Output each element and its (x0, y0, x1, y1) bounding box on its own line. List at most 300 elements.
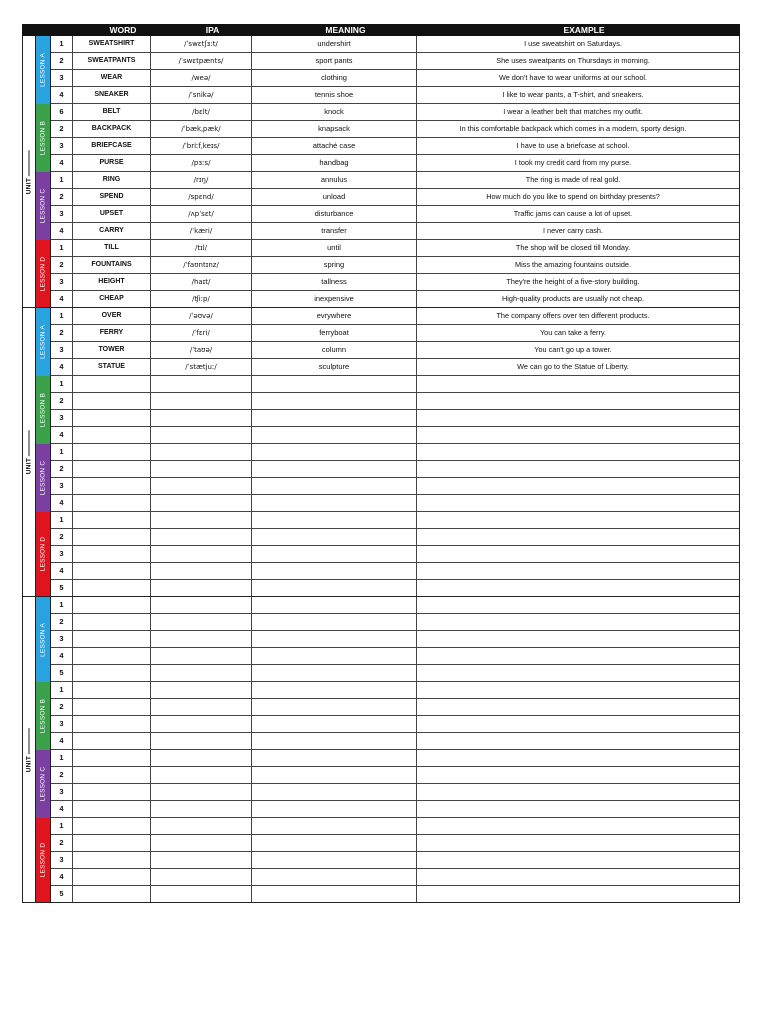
lesson-block (36, 172, 739, 240)
table-row (51, 563, 739, 580)
word-cell[interactable] (73, 478, 151, 494)
word-cell[interactable] (73, 614, 151, 630)
example-cell[interactable]: I never carry cash. (542, 226, 604, 235)
ipa-cell[interactable] (151, 495, 252, 511)
meaning-cell[interactable]: handbag (252, 155, 417, 171)
example-cell[interactable] (417, 733, 729, 749)
example-cell[interactable] (417, 376, 729, 392)
example-cell[interactable] (417, 852, 729, 868)
example-cell[interactable] (417, 495, 729, 511)
meaning-cell[interactable]: disturbance (252, 206, 417, 222)
lesson-block (36, 376, 739, 444)
lesson-block (36, 104, 739, 172)
word-cell[interactable]: TILL (73, 240, 151, 256)
word-cell[interactable]: CARRY (73, 223, 151, 239)
example-cell[interactable] (417, 427, 729, 443)
lesson-color-band (36, 444, 51, 512)
example-cell[interactable] (417, 818, 729, 834)
example-cell[interactable] (417, 478, 729, 494)
table-row (51, 189, 739, 206)
meaning-cell[interactable]: annulus (252, 172, 417, 188)
row-number: 5 (51, 580, 73, 596)
ipa-cell[interactable]: /spɛnd/ (151, 189, 252, 205)
ipa-cell[interactable] (151, 461, 252, 477)
word-cell[interactable]: BRIEFCASE (73, 138, 151, 154)
meaning-cell[interactable] (252, 563, 417, 579)
row-number: 4 (51, 869, 73, 885)
table-row (51, 682, 739, 699)
row-number: 1 (51, 308, 73, 324)
table-row (51, 852, 739, 869)
row-number: 4 (51, 427, 73, 443)
example-cell[interactable]: You can't go up a tower. (534, 345, 612, 354)
example-cell[interactable] (417, 784, 729, 800)
table-row (51, 546, 739, 563)
table-row (51, 70, 739, 87)
ipa-cell[interactable] (151, 869, 252, 885)
meaning-cell[interactable] (252, 597, 417, 613)
example-cell[interactable]: High-quality products are usually not cheap. (502, 294, 644, 303)
row-number: 4 (51, 495, 73, 511)
example-cell[interactable]: I like to wear pants, a T-shirt, and sneakers. (502, 90, 644, 99)
example-cell[interactable] (417, 614, 729, 630)
table-header (22, 24, 740, 36)
example-cell[interactable] (417, 699, 729, 715)
lesson-color-band (36, 512, 51, 596)
example-cell[interactable] (417, 546, 729, 562)
ipa-cell[interactable] (151, 699, 252, 715)
ipa-cell[interactable] (151, 818, 252, 834)
table-row (51, 155, 739, 172)
example-cell[interactable] (417, 512, 729, 528)
ipa-cell[interactable] (151, 665, 252, 681)
ipa-cell[interactable] (151, 580, 252, 596)
word-cell[interactable] (73, 818, 151, 834)
table-row (51, 359, 739, 376)
word-cell[interactable]: UPSET (73, 206, 151, 222)
meaning-cell[interactable] (252, 665, 417, 681)
example-cell[interactable] (417, 886, 729, 902)
meaning-cell[interactable]: until (252, 240, 417, 256)
meaning-cell[interactable] (252, 648, 417, 664)
example-cell[interactable]: Traffic jams can cause a lot of upset. (513, 209, 633, 218)
ipa-cell[interactable] (151, 750, 252, 766)
word-cell[interactable]: HEIGHT (73, 274, 151, 290)
ipa-cell[interactable]: /pɜːs/ (151, 155, 252, 171)
example-cell[interactable] (417, 835, 729, 851)
table-row (51, 512, 739, 529)
word-cell[interactable]: TOWER (73, 342, 151, 358)
header-number (62, 24, 84, 36)
word-cell[interactable] (73, 580, 151, 596)
meaning-cell[interactable] (252, 461, 417, 477)
ipa-cell[interactable]: /ˈfɛri/ (151, 325, 252, 341)
example-cell[interactable] (417, 597, 729, 613)
lesson-block (36, 818, 739, 902)
lesson-color-band (36, 172, 51, 240)
meaning-cell[interactable] (252, 784, 417, 800)
unit-label (26, 727, 33, 771)
table-row (51, 461, 739, 478)
unit-label-text: UNIT (25, 755, 33, 772)
table-row (51, 648, 739, 665)
meaning-cell[interactable] (252, 393, 417, 409)
word-cell[interactable] (73, 427, 151, 443)
ipa-cell[interactable] (151, 393, 252, 409)
table-row (51, 325, 739, 342)
row-number: 2 (51, 767, 73, 783)
header-example: EXAMPLE (563, 25, 605, 35)
word-cell[interactable]: WEAR (73, 70, 151, 86)
ipa-cell[interactable]: /ˈstætjuː/ (151, 359, 252, 375)
meaning-cell[interactable]: knapsack (252, 121, 417, 137)
word-cell[interactable] (73, 495, 151, 511)
word-cell[interactable] (73, 784, 151, 800)
example-cell[interactable] (417, 444, 729, 460)
word-cell[interactable]: SPEND (73, 189, 151, 205)
word-cell[interactable]: STATUE (73, 359, 151, 375)
example-cell[interactable]: They're the height of a five-story building. (506, 277, 640, 286)
table-row (51, 801, 739, 818)
meaning-cell[interactable]: transfer (252, 223, 417, 239)
lesson-color-band (36, 104, 51, 172)
ipa-cell[interactable]: /ˈswɛtʃɜːt/ (151, 36, 252, 52)
example-cell[interactable] (417, 631, 729, 647)
table-row (51, 665, 739, 682)
word-cell[interactable]: BELT (73, 104, 151, 120)
word-cell[interactable] (73, 376, 151, 392)
table-row (51, 308, 739, 325)
lesson-block (36, 682, 739, 750)
ipa-cell[interactable]: /ˈfaʊntɪnz/ (151, 257, 252, 273)
lesson-rows (51, 512, 739, 596)
example-cell[interactable]: I have to use a briefcase at school. (516, 141, 630, 150)
row-number: 5 (51, 665, 73, 681)
meaning-cell[interactable]: knock (252, 104, 417, 120)
units-container (22, 36, 740, 903)
word-cell[interactable] (73, 665, 151, 681)
meaning-cell[interactable] (252, 886, 417, 902)
ipa-cell[interactable] (151, 835, 252, 851)
ipa-cell[interactable] (151, 648, 252, 664)
meaning-cell[interactable]: column (252, 342, 417, 358)
word-cell[interactable] (73, 886, 151, 902)
lesson-block (36, 444, 739, 512)
word-cell[interactable]: SWEATSHIRT (73, 36, 151, 52)
row-number: 1 (51, 818, 73, 834)
meaning-cell[interactable] (252, 427, 417, 443)
ipa-cell[interactable]: /ʧiːp/ (151, 291, 252, 307)
word-cell[interactable]: OVER (73, 308, 151, 324)
table-row (51, 580, 739, 596)
ipa-cell[interactable] (151, 767, 252, 783)
ipa-cell[interactable]: /ˈəʊvə/ (151, 308, 252, 324)
meaning-cell[interactable] (252, 478, 417, 494)
example-cell[interactable]: The company offers over ten different products. (496, 311, 650, 320)
meaning-cell[interactable]: spring (252, 257, 417, 273)
word-cell[interactable]: CHEAP (73, 291, 151, 307)
example-cell[interactable]: I took my credit card from my purse. (514, 158, 632, 167)
meaning-cell[interactable]: clothing (252, 70, 417, 86)
lesson-rows (51, 36, 739, 104)
example-cell[interactable]: I wear a leather belt that matches my outfit. (503, 107, 643, 116)
word-cell[interactable]: SNEAKER (73, 87, 151, 103)
row-number: 2 (51, 529, 73, 545)
example-cell[interactable] (417, 801, 729, 817)
lesson-rows (51, 597, 739, 682)
row-number: 3 (51, 631, 73, 647)
word-cell[interactable] (73, 682, 151, 698)
ipa-cell[interactable] (151, 529, 252, 545)
lessons-list (36, 36, 739, 307)
ipa-cell[interactable] (151, 376, 252, 392)
example-cell[interactable] (417, 648, 729, 664)
word-cell[interactable] (73, 716, 151, 732)
ipa-cell[interactable]: /bɛlt/ (151, 104, 252, 120)
word-cell[interactable] (73, 546, 151, 562)
ipa-cell[interactable] (151, 784, 252, 800)
word-cell[interactable] (73, 699, 151, 715)
meaning-cell[interactable] (252, 682, 417, 698)
word-cell[interactable]: PURSE (73, 155, 151, 171)
table-row (51, 257, 739, 274)
example-cell[interactable] (417, 869, 729, 885)
row-number: 1 (51, 36, 73, 52)
ipa-cell[interactable] (151, 631, 252, 647)
table-row (51, 87, 739, 104)
word-cell[interactable] (73, 869, 151, 885)
word-cell[interactable] (73, 529, 151, 545)
ipa-cell[interactable] (151, 716, 252, 732)
example-cell[interactable]: She uses sweatpants on Thursdays in morning. (496, 56, 650, 65)
example-cell[interactable] (417, 529, 729, 545)
lesson-rows (51, 172, 739, 240)
meaning-cell[interactable]: sculpture (252, 359, 417, 375)
table-row (51, 614, 739, 631)
lesson-label: LESSON D (39, 256, 47, 291)
ipa-cell[interactable] (151, 597, 252, 613)
example-cell[interactable] (417, 580, 729, 596)
ipa-cell[interactable] (151, 886, 252, 902)
example-cell[interactable] (417, 410, 729, 426)
word-cell[interactable] (73, 750, 151, 766)
word-cell[interactable] (73, 835, 151, 851)
row-number: 1 (51, 597, 73, 613)
unit-number-blank[interactable] (29, 727, 30, 753)
lesson-label: LESSON A (39, 53, 47, 87)
row-number: 2 (51, 189, 73, 205)
row-number: 3 (51, 852, 73, 868)
meaning-cell[interactable] (252, 614, 417, 630)
word-cell[interactable] (73, 461, 151, 477)
ipa-cell[interactable]: /ˈsnikə/ (151, 87, 252, 103)
example-cell[interactable]: The ring is made of real gold. (525, 175, 621, 184)
word-cell[interactable] (73, 733, 151, 749)
table-row (51, 597, 739, 614)
meaning-cell[interactable] (252, 444, 417, 460)
word-cell[interactable]: BACKPACK (73, 121, 151, 137)
meaning-cell[interactable]: evrywhere (252, 308, 417, 324)
example-cell[interactable]: You can take a ferry. (539, 328, 607, 337)
word-cell[interactable] (73, 563, 151, 579)
table-row (51, 342, 739, 359)
example-cell[interactable] (417, 563, 729, 579)
table-row (51, 767, 739, 784)
table-row (51, 444, 739, 461)
meaning-cell[interactable] (252, 495, 417, 511)
example-cell[interactable]: The shop will be closed till Monday. (515, 243, 631, 252)
meaning-cell[interactable] (252, 835, 417, 851)
header-meaning: MEANING (325, 25, 366, 35)
unit-label-column (23, 308, 36, 596)
word-cell[interactable]: RING (73, 172, 151, 188)
meaning-cell[interactable] (252, 767, 417, 783)
example-cell[interactable] (417, 682, 729, 698)
row-number: 4 (51, 733, 73, 749)
ipa-cell[interactable] (151, 852, 252, 868)
ipa-cell[interactable] (151, 614, 252, 630)
meaning-cell[interactable] (252, 852, 417, 868)
word-cell[interactable] (73, 597, 151, 613)
meaning-cell[interactable] (252, 869, 417, 885)
example-cell[interactable]: Miss the amazing fountains outside. (514, 260, 631, 269)
lesson-label: LESSON C (39, 188, 47, 224)
ipa-cell[interactable] (151, 410, 252, 426)
row-number: 4 (51, 801, 73, 817)
meaning-cell[interactable] (252, 410, 417, 426)
ipa-cell[interactable]: /haɪt/ (151, 274, 252, 290)
meaning-cell[interactable] (252, 818, 417, 834)
header-word: WORD (109, 25, 137, 35)
meaning-cell[interactable] (252, 580, 417, 596)
ipa-cell[interactable]: /ˈswɛtpænts/ (151, 53, 252, 69)
row-number: 2 (51, 614, 73, 630)
meaning-cell[interactable]: sport pants (252, 53, 417, 69)
ipa-cell[interactable] (151, 512, 252, 528)
meaning-cell[interactable] (252, 801, 417, 817)
example-cell[interactable]: We can go to the Statue of Liberty. (517, 362, 629, 371)
vocabulary-sheet (22, 24, 740, 903)
word-cell[interactable] (73, 648, 151, 664)
meaning-cell[interactable]: attaché case (252, 138, 417, 154)
meaning-cell[interactable]: inexpensive (252, 291, 417, 307)
word-cell[interactable] (73, 767, 151, 783)
meaning-cell[interactable] (252, 750, 417, 766)
meaning-cell[interactable] (252, 699, 417, 715)
row-number: 2 (51, 393, 73, 409)
meaning-cell[interactable] (252, 512, 417, 528)
table-row (51, 206, 739, 223)
unit-number-blank[interactable] (29, 430, 30, 456)
meaning-cell[interactable]: ferryboat (252, 325, 417, 341)
word-cell[interactable] (73, 631, 151, 647)
ipa-cell[interactable] (151, 733, 252, 749)
word-cell[interactable] (73, 393, 151, 409)
ipa-cell[interactable]: /ˈbriːfˌkeɪs/ (151, 138, 252, 154)
ipa-cell[interactable]: /rɪŋ/ (151, 172, 252, 188)
meaning-cell[interactable] (252, 546, 417, 562)
word-cell[interactable]: FERRY (73, 325, 151, 341)
ipa-cell[interactable] (151, 546, 252, 562)
lesson-label: LESSON A (39, 622, 47, 657)
word-cell[interactable]: FOUNTAINS (73, 257, 151, 273)
ipa-cell[interactable]: /ˈtaʊə/ (151, 342, 252, 358)
row-number: 1 (51, 172, 73, 188)
ipa-cell[interactable]: /weə/ (151, 70, 252, 86)
table-row (51, 478, 739, 495)
example-cell[interactable]: In this comfortable backpack which comes in a modern, sporty design. (459, 124, 687, 133)
row-number: 2 (51, 121, 73, 137)
header-ipa: IPA (205, 25, 220, 35)
meaning-cell[interactable] (252, 376, 417, 392)
example-cell[interactable] (417, 767, 729, 783)
meaning-cell[interactable] (252, 716, 417, 732)
example-cell[interactable] (417, 716, 729, 732)
table-row (51, 36, 739, 53)
lesson-rows (51, 308, 739, 376)
lesson-block (36, 597, 739, 682)
example-cell[interactable]: We don't have to wear uniforms at our school. (498, 73, 648, 82)
row-number: 3 (51, 546, 73, 562)
word-cell[interactable] (73, 444, 151, 460)
ipa-cell[interactable] (151, 563, 252, 579)
table-row (51, 869, 739, 886)
meaning-cell[interactable]: tennis shoe (252, 87, 417, 103)
example-cell[interactable] (417, 665, 729, 681)
example-cell[interactable] (417, 750, 729, 766)
meaning-cell[interactable] (252, 631, 417, 647)
ipa-cell[interactable] (151, 682, 252, 698)
ipa-cell[interactable]: /ʌpˈsɛt/ (151, 206, 252, 222)
meaning-cell[interactable]: undershirt (252, 36, 417, 52)
table-row (51, 427, 739, 444)
table-row (51, 699, 739, 716)
table-row (51, 393, 739, 410)
ipa-cell[interactable]: /ˈkæri/ (151, 223, 252, 239)
word-cell[interactable]: SWEATPANTS (73, 53, 151, 69)
meaning-cell[interactable]: unload (252, 189, 417, 205)
unit-label-column (23, 36, 36, 307)
meaning-cell[interactable] (252, 733, 417, 749)
row-number: 1 (51, 240, 73, 256)
lesson-color-band (36, 750, 51, 818)
lesson-rows (51, 818, 739, 902)
word-cell[interactable] (73, 852, 151, 868)
example-cell[interactable] (417, 461, 729, 477)
ipa-cell[interactable] (151, 427, 252, 443)
ipa-cell[interactable] (151, 801, 252, 817)
word-cell[interactable] (73, 512, 151, 528)
unit-number-blank[interactable] (29, 149, 30, 175)
meaning-cell[interactable] (252, 529, 417, 545)
row-number: 3 (51, 274, 73, 290)
ipa-cell[interactable] (151, 478, 252, 494)
table-row (51, 240, 739, 257)
example-cell[interactable]: How much do you like to spend on birthday presents? (486, 192, 660, 201)
lesson-rows (51, 682, 739, 750)
ipa-cell[interactable]: /tɪl/ (151, 240, 252, 256)
meaning-cell[interactable]: tallness (252, 274, 417, 290)
ipa-cell[interactable]: /ˈbækˌpæk/ (151, 121, 252, 137)
row-number: 2 (51, 325, 73, 341)
example-cell[interactable] (417, 393, 729, 409)
ipa-cell[interactable] (151, 444, 252, 460)
lesson-rows (51, 444, 739, 512)
word-cell[interactable] (73, 410, 151, 426)
word-cell[interactable] (73, 801, 151, 817)
example-cell[interactable]: I use sweatshirt on Saturdays. (524, 39, 622, 48)
row-number: 1 (51, 750, 73, 766)
